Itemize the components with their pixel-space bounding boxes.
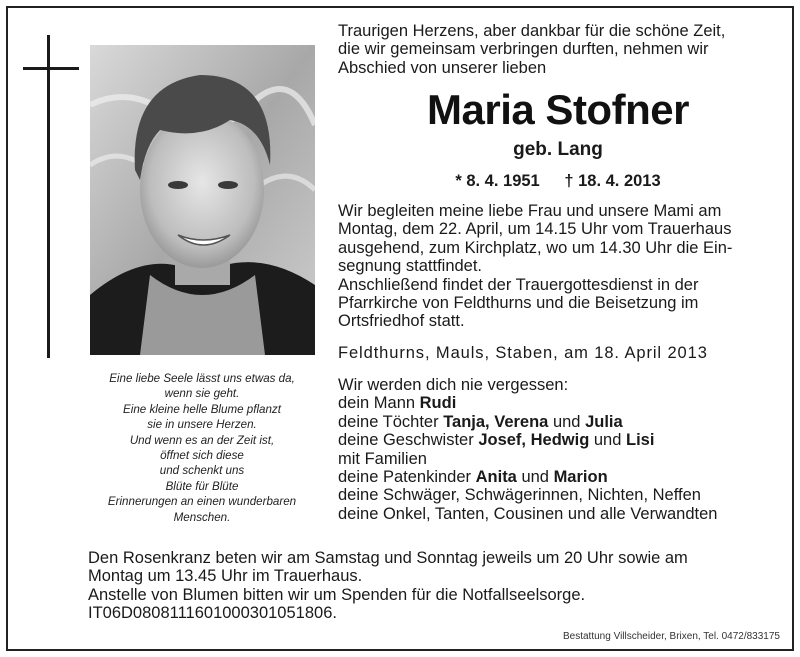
intro-line: Traurigen Herzens, aber dankbar für die schöne Zeit,: [338, 22, 726, 40]
cross-icon: [47, 35, 50, 358]
birth-date: * 8. 4. 1951: [455, 172, 540, 190]
rosary-line: Montag um 13.45 Uhr im Trauerhaus.: [88, 567, 363, 586]
closing-notes: [88, 549, 778, 623]
deceased-name: Maria Stofner: [427, 86, 689, 133]
mourner-daughters: deine Töchter Tanja, Verena und Julia: [338, 412, 623, 431]
funeral-line: Anschließend findet der Trauergottesdienst in der: [338, 275, 699, 294]
mourner-inlaws: deine Schwäger, Schwägerinnen, Nichten, Neffen: [338, 486, 701, 505]
mourners-list: [338, 376, 778, 523]
poem-line: sie in unsere Herzen.: [147, 418, 257, 432]
funeral-home-credit: Bestattung Villscheider, Brixen, Tel. 0472/833175: [562, 631, 780, 642]
mourner-godchildren: deine Patenkinder Anita und Marion: [338, 468, 608, 487]
poem-line: Eine kleine helle Blume pflanzt: [123, 402, 281, 416]
poem-line: öffnet sich diese: [160, 449, 244, 463]
funeral-line: segnung stattfindet.: [338, 257, 483, 276]
mourner-husband: dein Mann Rudi: [338, 394, 457, 413]
poem-line: Blüte für Blüte: [165, 479, 239, 493]
funeral-line: ausgehend, zum Kirchplatz, wo um 14.30 Uhr die Ein-: [338, 238, 733, 257]
poem-line: Erinnerungen an einen wunderbaren: [107, 495, 297, 509]
poem-line: Eine liebe Seele lässt uns etwas da,: [109, 372, 295, 385]
funeral-line: Pfarrkirche von Feldthurns und die Beisetzung im: [338, 294, 699, 313]
mourners-intro: Wir werden dich nie vergessen:: [338, 376, 569, 394]
life-dates: [338, 171, 778, 191]
memorial-poem: [82, 371, 322, 525]
poem-line: wenn sie geht.: [164, 387, 240, 401]
funeral-line: Montag, dem 22. April, um 14.15 Uhr vom Trauerhaus: [338, 220, 732, 239]
mourner-families: mit Familien: [338, 449, 427, 468]
cross-icon-bar: [23, 67, 79, 70]
funeral-line: Wir begleiten meine liebe Frau und unsere Mami am: [338, 202, 722, 220]
death-date: † 18. 4. 2013: [564, 172, 661, 190]
place-and-date: Feldthurns, Mauls, Staben, am 18. April 2013: [338, 344, 708, 362]
poem-line: Und wenn es an der Zeit ist,: [129, 433, 275, 447]
mourner-siblings: deine Geschwister Josef, Hedwig und Lisi: [338, 431, 655, 450]
iban-line: IT06D0808111601000301051806.: [88, 604, 337, 623]
poem-line: und schenkt uns: [159, 464, 245, 478]
portrait-photo: [90, 45, 315, 355]
mourner-relatives: deine Onkel, Tanten, Cousinen und alle Verwandten: [338, 504, 718, 523]
funeral-line: Ortsfriedhof statt.: [338, 312, 465, 331]
intro-paragraph: [338, 22, 768, 77]
rosary-line: Den Rosenkranz beten wir am Samstag und Sonntag jeweils um 20 Uhr sowie am: [88, 549, 688, 567]
birth-name: geb. Lang: [513, 139, 603, 160]
funeral-details: [338, 202, 770, 331]
poem-line: Menschen.: [173, 510, 231, 524]
intro-line: die wir gemeinsam verbringen durften, nehmen wir: [338, 40, 709, 59]
donation-line: Anstelle von Blumen bitten wir um Spenden für die Notfallseelsorge.: [88, 585, 586, 604]
intro-line: Abschied von unserer lieben: [338, 58, 547, 77]
